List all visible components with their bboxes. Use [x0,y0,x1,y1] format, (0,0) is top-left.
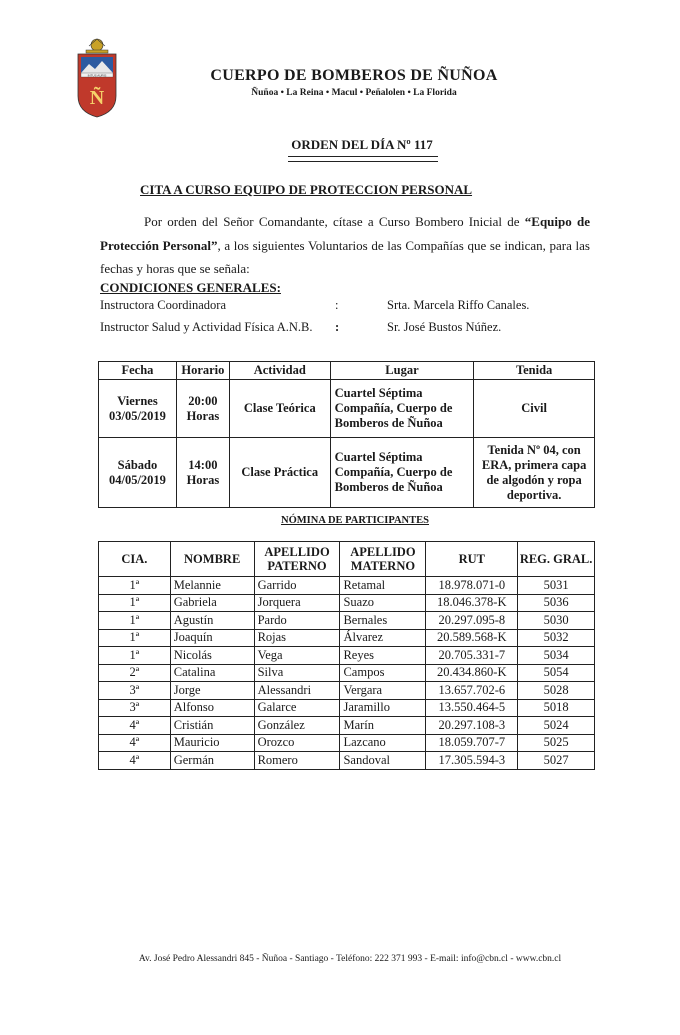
participant-rut: 13.550.464-5 [426,699,518,717]
schedule-actividad: Clase Práctica [229,438,330,508]
participant-nombre: Jorge [170,682,254,700]
participant-cia: 1ª [99,647,171,665]
order-title-rule [288,156,438,162]
crest-banner-text: INTUS AURIS [87,73,107,78]
order-title: ORDEN DEL DÍA Nº 117 [291,137,433,152]
table-row [99,717,595,735]
schedule-fecha: Sábado 04/05/2019 [99,438,177,508]
participant-cia: 1ª [99,629,171,647]
participant-reg: 5032 [518,629,595,647]
participant-paterno: Galarce [254,699,340,717]
participant-rut: 18.978.071-0 [426,577,518,595]
participant-materno: Bernales [340,612,426,630]
participant-rut: 20.434.860-K [426,664,518,682]
table-row [99,682,595,700]
participant-paterno: Garrido [254,577,340,595]
participant-reg: 5025 [518,734,595,752]
participants-title: NÓMINA DE PARTICIPANTES [280,515,429,526]
participant-nombre: Mauricio [170,734,254,752]
schedule-header-fecha: Fecha [99,362,177,380]
participant-cia: 1ª [99,612,171,630]
participant-reg: 5024 [518,717,595,735]
participant-cia: 4ª [99,752,171,770]
participants-table-body [99,577,595,770]
table-row [99,752,595,770]
table-row [99,664,595,682]
participant-materno: Suazo [340,594,426,612]
participant-nombre: Germán [170,752,254,770]
condition-label: Instructor Salud y Actividad Física A.N.B. [100,320,313,334]
schedule-table [98,361,595,508]
participant-rut: 20.589.568-K [426,629,518,647]
schedule-header-tenida: Tenida [474,362,595,380]
participant-cia: 4ª [99,734,171,752]
schedule-lugar: Cuartel Séptima Compañía, Cuerpo de Bomberos de Ñuñoa [330,438,474,508]
participant-nombre: Cristián [170,717,254,735]
participant-materno: Vergara [340,682,426,700]
participant-reg: 5054 [518,664,595,682]
participant-materno: Lazcano [340,734,426,752]
participant-paterno: Alessandri [254,682,340,700]
participant-paterno: Rojas [254,629,340,647]
table-row [99,734,595,752]
organization-name: CUERPO DE BOMBEROS DE ÑUÑOA [210,67,498,84]
participant-rut: 13.657.702-6 [426,682,518,700]
schedule-horario: 20:00 Horas [176,380,229,438]
participant-nombre: Catalina [170,664,254,682]
participant-rut: 18.046.378-K [426,594,518,612]
participant-cia: 3ª [99,682,171,700]
participant-reg: 5028 [518,682,595,700]
participant-reg: 5018 [518,699,595,717]
participant-materno: Retamal [340,577,426,595]
participant-materno: Álvarez [340,629,426,647]
participants-header-rut: RUT [426,542,518,577]
schedule-header-lugar: Lugar [330,362,474,380]
participant-reg: 5034 [518,647,595,665]
condition-label: Instructora Coordinadora [100,298,227,312]
schedule-header-horario: Horario [176,362,229,380]
participants-header-paterno: APELLIDO PATERNO [254,542,340,577]
table-row [99,699,595,717]
conditions-title: CONDICIONES GENERALES: [100,280,281,295]
participant-cia: 1ª [99,577,171,595]
participants-header-materno: APELLIDO MATERNO [340,542,426,577]
participant-paterno: Vega [254,647,340,665]
paragraph-course-name: “Equipo de Protección Personal” [100,214,590,253]
participant-rut: 20.705.331-7 [426,647,518,665]
participants-header-reg: REG. GRAL. [518,542,595,577]
participant-reg: 5027 [518,752,595,770]
section-title: CITA A CURSO EQUIPO DE PROTECCION PERSONAL [140,182,473,197]
participant-paterno: Silva [254,664,340,682]
paragraph-part-2: , a los siguientes Voluntarios de las Compañías que se indican, para las fechas y horas que se señala: [100,237,590,276]
participants-header-cia: CIA. [99,542,171,577]
participant-nombre: Gabriela [170,594,254,612]
schedule-row [99,438,595,508]
participant-cia: 1ª [99,594,171,612]
schedule-tenida: Civil [474,380,595,438]
table-row [99,577,595,595]
participants-header-row [99,542,595,577]
participant-cia: 4ª [99,717,171,735]
participants-table [98,541,595,770]
schedule-fecha: Viernes 03/05/2019 [99,380,177,438]
participant-materno: Jaramillo [340,699,426,717]
participant-nombre: Melannie [170,577,254,595]
table-row [99,647,595,665]
participant-paterno: Pardo [254,612,340,630]
table-row [99,594,595,612]
participant-nombre: Alfonso [170,699,254,717]
participant-rut: 20.297.095-8 [426,612,518,630]
participant-nombre: Joaquín [170,629,254,647]
condition-value: Srta. Marcela Riffo Canales. [387,298,530,312]
schedule-horario: 14:00 Horas [176,438,229,508]
participant-cia: 3ª [99,699,171,717]
condition-value: Sr. José Bustos Núñez. [387,320,502,334]
participant-paterno: Orozco [254,734,340,752]
condition-colon: : [335,298,339,312]
participant-materno: Reyes [340,647,426,665]
participant-rut: 18.059.707-7 [426,734,518,752]
participant-nombre: Agustín [170,612,254,630]
participant-rut: 20.297.108-3 [426,717,518,735]
footer-contact: Av. José Pedro Alessandri 845 - Ñuñoa - Santiago - Teléfono: 222 371 993 - E-mail: info@cbn.cl - www.cbn.cl [138,954,562,964]
participant-paterno: Romero [254,752,340,770]
participant-nombre: Nicolás [170,647,254,665]
schedule-actividad: Clase Teórica [229,380,330,438]
participant-materno: Marín [340,717,426,735]
organization-communes: Ñuñoa • La Reina • Macul • Peñalolen • La Florida [251,88,457,98]
participant-materno: Campos [340,664,426,682]
schedule-header-actividad: Actividad [229,362,330,380]
participant-materno: Sandoval [340,752,426,770]
participant-paterno: González [254,717,340,735]
participant-cia: 2ª [99,664,171,682]
participant-rut: 17.305.594-3 [426,752,518,770]
participant-reg: 5030 [518,612,595,630]
schedule-lugar: Cuartel Séptima Compañía, Cuerpo de Bomberos de Ñuñoa [330,380,474,438]
participants-header-nombre: NOMBRE [170,542,254,577]
participant-reg: 5036 [518,594,595,612]
crest-letter: Ñ [89,87,105,109]
table-row [99,612,595,630]
condition-colon: : [335,320,340,334]
schedule-header-row [99,362,595,380]
instruction-paragraph [100,210,590,281]
participant-paterno: Jorquera [254,594,340,612]
schedule-row [99,380,595,438]
paragraph-part-1: Por orden del Señor Comandante, cítase a Curso Bombero Inicial de [144,214,525,229]
participant-reg: 5031 [518,577,595,595]
schedule-tenida: Tenida Nº 04, con ERA, primera capa de algodón y ropa deportiva. [474,438,595,508]
table-row [99,629,595,647]
